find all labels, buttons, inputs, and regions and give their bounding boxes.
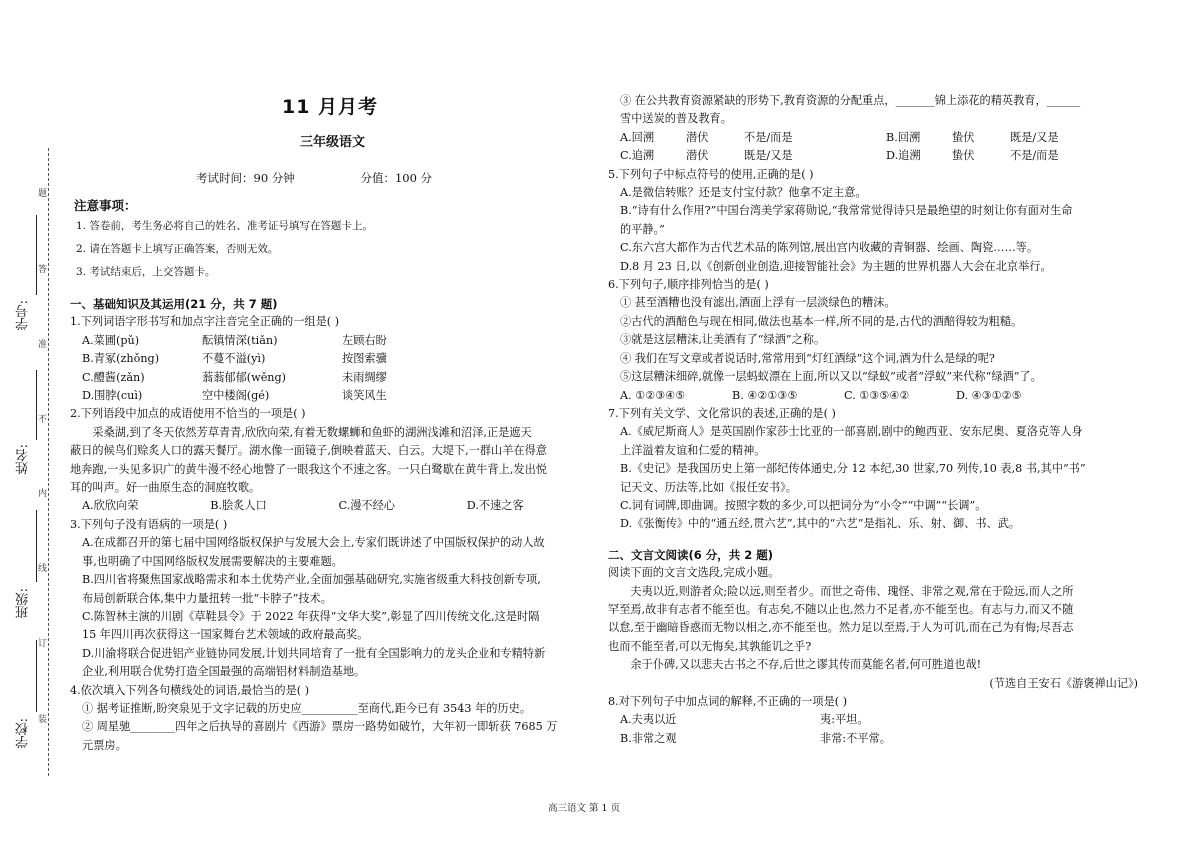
- q5-line: A.是微信转账？还是支付宝付款？他拿不定主意。: [620, 186, 867, 200]
- notes-heading: 注意事项：: [74, 198, 137, 213]
- q3-stem: 3.下列句子没有语病的一项是( ): [70, 517, 228, 531]
- q4-line: 元票房。: [82, 738, 127, 752]
- q4-cell: 蛰伏: [952, 130, 975, 144]
- q4-cell: A.回溯: [620, 130, 655, 144]
- q3-line: 15 年四川再次获得这一国家舞台艺术领域的政府最高奖。: [82, 628, 369, 642]
- q2-option: D.不速之客: [466, 499, 524, 513]
- school-line: [36, 640, 38, 712]
- q1-option-row: [70, 332, 595, 350]
- q4-option-row: [608, 129, 1138, 147]
- q6-line: ②古代的酒醅色与现在相同,做法也基本一样,所不同的是,古代的酒醅得较为粗糙。: [620, 314, 1023, 328]
- school-label: 学校:: [16, 718, 31, 749]
- q7-line: B.《史记》是我国历史上第一部纪传体通史,分 12 本纪,30 世家,70 列传,10 表,8 书,其中“书”: [620, 462, 1086, 476]
- q1-cell: B.青冢(zhǒng): [82, 352, 160, 366]
- section-2-intro: 阅读下面的文言文选段,完成小题。: [608, 566, 780, 580]
- q6-option: A. ①②③④⑤: [620, 388, 686, 402]
- q1-cell: 酝镇情深(tiǎn): [202, 333, 278, 347]
- q4-cell: C.追溯: [620, 149, 655, 163]
- note-item: 2. 请在答题卡上填写正确答案，否则无效。: [76, 243, 279, 255]
- q4-cell: 既是/又是: [1010, 130, 1059, 144]
- student-id-label: 学号:: [16, 300, 31, 331]
- q8-cell: 非常:不平常。: [820, 731, 891, 745]
- q3-line: C.陈智林主演的川剧《草鞋县令》于 2022 年获得“文华大奖”,彰显了四川传统文化,这是时隔: [82, 609, 540, 623]
- exam-score: 分值：100 分: [360, 171, 433, 185]
- q4-cell: 不是/而是: [744, 130, 793, 144]
- q4-line: 雪中送炭的普及教育。: [620, 112, 732, 126]
- q4-stem: 4.依次填入下列各句横线处的词语,最恰当的是( ): [70, 683, 310, 697]
- q5-line: D.8 月 23 日,以《创新创业创造,迎接智能社会》为主题的世界机器人大会在北京举行。: [620, 259, 1052, 273]
- q5-line: B.“诗有什么作用?”中国台湾美学家蒋勋说,“我常常觉得诗只是最绝望的时刻让你有面对生命: [620, 204, 1073, 218]
- q6-line: ③就是这层糟沫,让美酒有了“绿酒”之称。: [620, 333, 826, 347]
- q1-option-row: [70, 387, 595, 405]
- q4-line: ② 周星驰________四年之后执导的喜剧片《西游》票房一路势如破竹，大年初一即斩获 7685 万: [82, 720, 558, 734]
- q2-passage-line: 蔽日的候鸟们赊炙人口的露天餐厅。湖水像一面镜子,倒映着蓝天、白云。大堤下,一群山羊在得意: [70, 444, 547, 458]
- q1-cell: 按图索骥: [342, 352, 387, 366]
- q4-cell: 潜伏: [686, 149, 709, 163]
- binding-mark: 题: [38, 189, 48, 199]
- class-label: 班级:: [16, 588, 31, 619]
- classical-passage-line: 余于仆碑,又以悲夫古书之不存,后世之谬其传而莫能名者,何可胜道也哉!: [608, 658, 982, 672]
- q6-line: ⑤这层糟沫细碎,就像一层蚂蚁漂在上面,所以又以“绿蚁”或者“浮蚁”来代称“绿酒”了。: [620, 370, 1042, 384]
- q4-cell: 蛰伏: [952, 149, 975, 163]
- q4-cell: 既是/又是: [744, 149, 793, 163]
- q1-option-row: [70, 350, 595, 368]
- binding-mark: 答: [38, 265, 48, 275]
- page-footer: 高三语文 第 1 页: [548, 803, 621, 814]
- q5-stem: 5.下列句子中标点符号的使用,正确的是( ): [608, 167, 814, 181]
- binding-mark: 订: [38, 639, 48, 649]
- q2-passage-line: 地奔跑,一头见多识广的黄牛漫不经心地瞥了一眼我这个不速之客。一只白鹭歇在黄牛背上,发出悦: [70, 462, 547, 476]
- q7-stem: 7.下列有关文学、文化常识的表述,正确的是( ): [608, 406, 836, 420]
- q7-line: D.《张衡传》中的“通五经,贯六艺”,其中的“六艺”是指礼、乐、射、御、书、武。: [620, 517, 1021, 531]
- q4-cell: D.追溯: [886, 149, 921, 163]
- q3-line: 事,也明确了中国网络版权发展需要解决的主要难题。: [82, 554, 343, 568]
- q2-options: [70, 497, 595, 515]
- q8-cell: 夷:平坦。: [820, 713, 869, 727]
- q6-option: B. ④②①③⑤: [732, 388, 798, 402]
- section-1-heading: 一、基础知识及其运用(21 分，共 7 题): [70, 297, 278, 311]
- q8-cell: A.夫夷以近: [620, 713, 677, 727]
- q2-option: C.漫不经心: [338, 499, 395, 513]
- name-line: [36, 370, 38, 440]
- q7-line: A.《威尼斯商人》是英国剧作家莎士比亚的一部喜剧,剧中的鲍西亚、安东尼奥、夏洛克等人身: [620, 425, 1083, 439]
- q4-line: ③ 在公共教育资源紧缺的形势下,教育资源的分配重点，_______锦上添花的精英教育，______: [620, 94, 1081, 107]
- q8-cell: B.非常之观: [620, 731, 677, 745]
- page-subtitle: 三年级语文: [300, 135, 366, 150]
- q3-line: 布局创新联合体,集中力量扭转一批“卡脖子”技术。: [82, 591, 332, 605]
- q1-cell: A.菜圃(pǔ): [82, 333, 140, 347]
- q3-line: D.川渝将联合促进铝产业链协同发展,计划共同培育了一批有全国影响力的龙头企业和专精特新: [82, 646, 546, 660]
- q4-option-row: [608, 147, 1138, 165]
- binding-dashed-line: [48, 148, 49, 776]
- q1-cell: 未雨绸缪: [342, 370, 387, 384]
- right-column: [608, 92, 1138, 748]
- q8-option-row: [608, 730, 1138, 748]
- page-title: 11 月月考: [282, 96, 379, 118]
- exam-time: 考试时间：90 分钟: [196, 171, 295, 185]
- q2-stem: 2.下列语段中加点的成语使用不恰当的一项是( ): [70, 407, 306, 421]
- q1-cell: D.围脖(cuì): [82, 389, 143, 403]
- q1-cell: 空中楼阁(gé): [202, 389, 270, 403]
- q1-cell: C.醴酱(zǎn): [82, 370, 145, 384]
- q2-passage-line: 采桑湖,到了冬天依然芳草青青,欣欣向荣,有着无数螺蛳和鱼虾的湖洲浅滩和沼泽,正是遮天: [70, 425, 532, 439]
- q1-cell: 左顾右盼: [342, 333, 387, 347]
- q8-stem: 8.对下列句子中加点词的解释,不正确的一项是( ): [608, 695, 848, 708]
- binding-mark: 装: [38, 715, 48, 725]
- q5-line: C.东六宫大都作为古代艺术品的陈列馆,展出宫内收藏的青铜器、绘画、陶瓷……等。: [620, 241, 1039, 255]
- classical-passage-line: 以怠,至于幽暗昏惑而无物以相之,亦不能至也。然力足以至焉,于人为可讥,而在己为有悔;尽吾志: [608, 621, 1074, 635]
- q4-line: ① 据考证推断,盼突泉见于文字记载的历史应__________至商代,距今已有 3543 年的历史。: [82, 701, 532, 715]
- q6-line: ① 甚至酒糟也没有滤出,酒面上浮有一层淡绿色的糟沫。: [620, 296, 896, 310]
- q6-option: C. ①③⑤④②: [844, 388, 910, 402]
- q1-stem: 1.下列词语字形书写和加点字注音完全正确的一组是( ): [70, 315, 340, 329]
- passage-source: (节选自王安石《游褒禅山记》): [989, 676, 1138, 690]
- classical-passage-line: 夫夷以近,则游者众;险以远,则至者少。而世之奇伟、瑰怪、非常之观,常在于险远,而人之所: [608, 584, 1074, 598]
- name-label: 姓名:: [16, 444, 31, 475]
- classical-passage-line: 罕至焉,故非有志者不能至也。有志矣,不随以止也,然力不足者,亦不能至也。有志与力,而又不随: [608, 602, 1074, 616]
- binding-mark: 内: [38, 489, 48, 499]
- student-id-line: [36, 215, 38, 295]
- q2-option: B.脍炙人口: [210, 499, 267, 513]
- q1-cell: 谈笑风生: [342, 389, 387, 403]
- q1-cell: 不蔓不溢(yì): [202, 352, 266, 366]
- q1-cell: 蓊蓊郁郁(wěng): [202, 370, 287, 384]
- q6-option: D. ④③①②⑤: [956, 388, 1022, 402]
- q4-cell: 潜伏: [686, 130, 709, 144]
- q4-cell: B.回溯: [886, 130, 921, 144]
- q7-line: C.词有词牌,即曲调。按照字数的多少,可以把词分为“小令”“中调”“长调”。: [620, 498, 987, 512]
- q3-line: B.四川省将聚焦国家战略需求和本土优势产业,全面加强基础研究,实施省级重大科技创新专项,: [82, 573, 541, 587]
- q6-line: ④ 我们在写文章或者说话时,常常用到“灯红酒绿”这个词,酒为什么是绿的呢?: [620, 351, 995, 365]
- q2-option: A.欣欣向荣: [82, 499, 139, 513]
- q8-option-row: [608, 711, 1138, 729]
- left-column: [70, 295, 595, 755]
- q1-option-row: [70, 369, 595, 387]
- q4-cell: 不是/而是: [1010, 149, 1059, 163]
- q7-line: 记天文、历法等,比如《报任安书》。: [620, 480, 797, 494]
- classical-passage-line: 也而不能至者,可以无悔矣,其孰能讥之乎?: [608, 639, 812, 653]
- q6-options: [608, 387, 1138, 405]
- q6-stem: 6.下列句子,顺序排列恰当的是( ): [608, 278, 769, 292]
- section-2-heading: 二、文言文阅读(6 分，共 2 题): [608, 547, 774, 562]
- q3-line: 企业,利用联合优势打造全国最强的高端铝材料制造基地。: [82, 665, 366, 679]
- binding-mark: 不: [38, 415, 48, 425]
- exam-info: [196, 170, 494, 186]
- q7-line: 上洋溢着友谊和仁爱的精神。: [620, 443, 766, 457]
- binding-mark: 线: [38, 564, 48, 574]
- q3-line: A.在成都召开的第七届中国网络版权保护与发展大会上,专家们既讲述了中国版权保护的动人故: [82, 536, 545, 550]
- q2-passage-line: 耳的叫声。好一曲原生态的洞庭牧歌。: [70, 481, 261, 495]
- binding-mark: 准: [38, 340, 48, 350]
- q5-line: 的平静。”: [620, 222, 665, 236]
- note-item: 3. 考试结束后，上交答题卡。: [76, 266, 216, 278]
- note-item: 1. 答卷前，考生务必将自己的姓名、准考证号填写在答题卡上。: [76, 220, 373, 232]
- class-line: [36, 510, 38, 582]
